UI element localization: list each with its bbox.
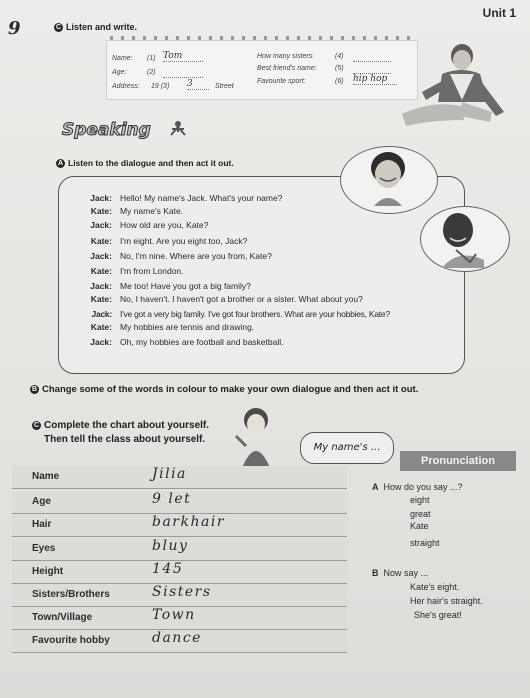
line-text: My hobbies are tennis and drawing. — [120, 322, 255, 332]
line-text: No, I haven't. I haven't got a brother or a sister. What about you? — [120, 294, 363, 304]
speaker-label: Jack: — [91, 309, 112, 319]
chart-row-height — [12, 561, 347, 584]
age-label: Age: — [112, 69, 127, 76]
speech-bubble: My name's ... — [300, 432, 394, 464]
dialogue-line-5 — [68, 251, 272, 261]
girl-figure-icon — [234, 406, 278, 468]
phrase-kates-eight: Kate's eight. — [410, 582, 460, 592]
chart-row-name — [12, 466, 347, 489]
word-kate: Kate — [410, 521, 429, 531]
speaker-label: Kate: — [90, 294, 112, 304]
line-text: My name's Kate. — [120, 206, 184, 216]
speaking-figure-icon — [168, 120, 188, 136]
dialogue-line-8 — [68, 294, 363, 304]
speaker-label: Jack: — [90, 220, 112, 230]
dialogue-line-1 — [68, 193, 282, 203]
chart-value[interactable]: Town — [152, 607, 196, 623]
chart-value[interactable]: dance — [152, 630, 202, 646]
marker-b-icon: B — [31, 385, 38, 393]
speaking-title: Speaking — [62, 120, 151, 140]
speaker-label: Jack: — [90, 337, 112, 347]
dialogue-line-3 — [68, 220, 208, 230]
field-2-num: (2) — [147, 69, 156, 76]
sport-label: Favourite sport: — [257, 78, 306, 85]
speaker-label: Jack: — [90, 193, 112, 203]
address-label: Address: — [112, 83, 140, 90]
chart-value[interactable]: Jilia — [152, 466, 187, 482]
field-5-num: (5) — [335, 65, 344, 72]
kate-portrait-icon — [368, 150, 408, 206]
field-6-answer[interactable]: hip hop — [353, 74, 397, 85]
chart-row-eyes — [12, 538, 347, 561]
field-1-answer[interactable]: Tom — [163, 51, 203, 62]
chart-row-town — [12, 607, 347, 630]
pronunciation-b-line — [372, 568, 428, 578]
pronunciation-b-title: Now say ... — [383, 568, 429, 578]
chart-value[interactable]: bluy — [152, 538, 189, 554]
chart-label: Eyes — [32, 543, 56, 554]
speaker-label: Jack: — [90, 281, 112, 291]
word-straight: straight — [410, 538, 440, 548]
chart-value[interactable]: 9 let — [152, 491, 192, 507]
pronunciation-a-line — [372, 482, 463, 492]
field-3-answer[interactable]: 3 — [187, 79, 209, 90]
boy-photo — [392, 40, 510, 128]
instruction-a-text: Listen to the dialogue and then act it out. — [68, 158, 234, 168]
chart-value[interactable]: barkhair — [152, 514, 226, 530]
chart-value[interactable]: Sisters — [152, 584, 212, 600]
instruction-b-text: Change some of the words in colour to make your own dialogue and then act it out. — [42, 384, 419, 395]
line-text: I'm eight. Are you eight too, Jack? — [120, 236, 248, 246]
field-6-num: (6) — [335, 78, 344, 85]
speaker-label: Kate: — [90, 206, 112, 216]
section-b-label: B — [372, 568, 379, 578]
dialogue-line-2 — [68, 206, 183, 216]
unit-label: Unit 1 — [482, 6, 516, 20]
chart-row-siblings — [12, 584, 347, 607]
instruction-c-text-1: Complete the chart about yourself. — [44, 420, 210, 431]
chart-value[interactable]: 145 — [152, 561, 184, 577]
chart-label: Age — [32, 496, 51, 507]
speaker-label: Jack: — [90, 251, 112, 261]
line-text: I've got a very big family. I've got four brothers. What are your hobbies, Kate? — [120, 309, 390, 319]
instruction-c — [32, 420, 209, 431]
listen-write-heading — [54, 22, 137, 32]
chart-row-age — [12, 491, 347, 514]
section-a-label: A — [372, 482, 379, 492]
field-3-num: 19 (3) — [151, 83, 170, 90]
chart-label: Favourite hobby — [32, 635, 110, 646]
dialogue-line-6 — [68, 266, 184, 276]
chart-label: Sisters/Brothers — [32, 589, 110, 600]
line-text: I'm from London. — [120, 266, 184, 276]
dialogue-line-4 — [68, 236, 247, 246]
best-friend-label: Best friend's name: — [257, 65, 317, 72]
name-label: Name: — [112, 55, 133, 62]
field-2-answer[interactable] — [163, 67, 203, 78]
field-4-answer[interactable] — [353, 51, 391, 62]
chart-row-hobby — [12, 630, 347, 653]
sisters-label: How many sisters: — [257, 53, 315, 60]
dialogue-line-10 — [68, 322, 254, 332]
notepad — [106, 40, 418, 100]
phrase-shes-great: She's great! — [414, 610, 462, 620]
speaker-label: Kate: — [90, 236, 112, 246]
pronunciation-heading: Pronunciation — [400, 451, 516, 471]
line-text: Hello! My name's Jack. What's your name? — [120, 193, 283, 203]
line-text: Me too! Have you got a big family? — [120, 281, 251, 291]
field-1-num: (1) — [147, 55, 156, 62]
line-text: How old are you, Kate? — [120, 220, 209, 230]
chart-label: Town/Village — [32, 612, 93, 623]
chart-row-hair — [12, 514, 347, 537]
line-text: Oh, my hobbies are football and basketball. — [120, 337, 284, 347]
marker-c2-icon: C — [33, 421, 40, 429]
speaker-label: Kate: — [90, 266, 112, 276]
word-great: great — [410, 509, 431, 519]
dialogue-line-9 — [68, 309, 390, 319]
field-4-num: (4) — [335, 53, 344, 60]
marker-c-icon: C — [55, 24, 62, 32]
jack-portrait-icon — [436, 208, 486, 268]
instruction-c-text-2: Then tell the class about yourself. — [44, 434, 206, 445]
phrase-hair-straight: Her hair's straight. — [410, 596, 483, 606]
pronunciation-a-question: How do you say ...? — [383, 482, 463, 492]
speaker-label: Kate: — [90, 322, 112, 332]
instruction-a — [56, 158, 234, 168]
dialogue-line-11 — [68, 337, 284, 347]
marker-a-icon: A — [57, 160, 64, 168]
field-5-answer[interactable] — [353, 63, 391, 74]
listen-write-title: Listen and write. — [66, 22, 138, 32]
chart-label: Hair — [32, 519, 52, 530]
exercise-number: 9 — [8, 18, 21, 39]
instruction-b — [30, 384, 418, 395]
street-label: Street — [215, 83, 234, 90]
dialogue-line-7 — [68, 281, 251, 291]
line-text: No, I'm nine. Where are you from, Kate? — [120, 251, 272, 261]
chart-label: Height — [32, 566, 64, 577]
word-eight: eight — [410, 495, 430, 505]
chart-label: Name — [32, 471, 60, 482]
